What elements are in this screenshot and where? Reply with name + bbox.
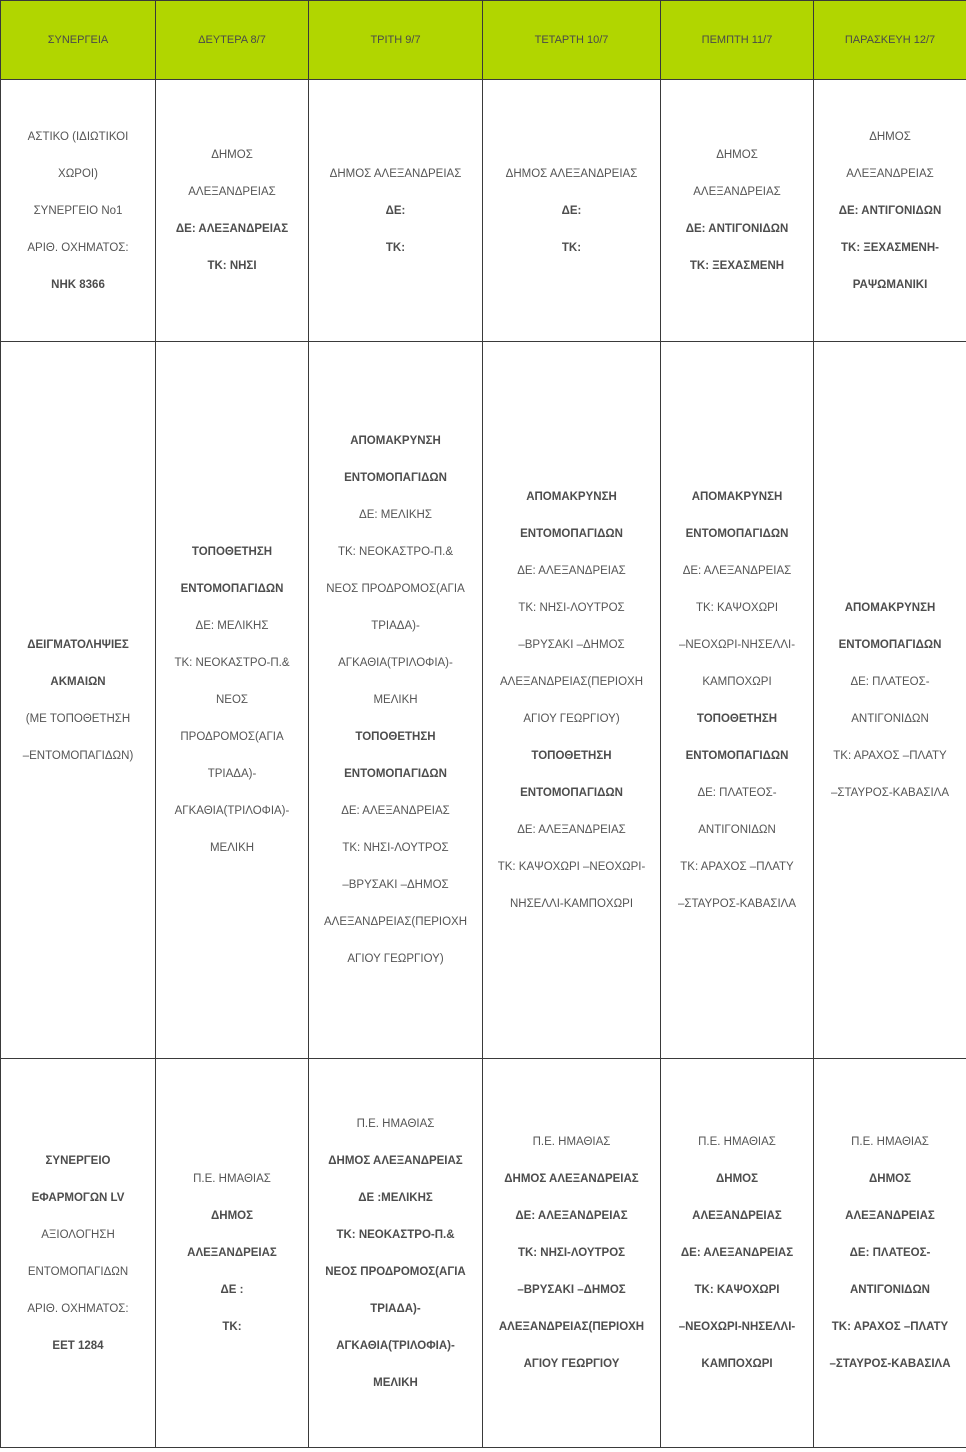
cell-line: ΔΗΜΟΣ ΑΛΕΞΑΝΔΡΕΙΑΣ [505, 167, 638, 180]
cell-line: ΔΕ: ΑΛΕΞΑΝΔΡΕΙΑΣ [517, 564, 626, 577]
cell-line: ΔΕ: ΑΛΕΞΑΝΔΡΕΙΑΣ [341, 805, 450, 817]
cell-line: ΑΓΙΟΥ ΓΕΩΡΓΙΟΥ) [523, 712, 620, 725]
cell-line: ΔΕΙΓΜΑΤΟΛΗΨΙΕΣ [27, 638, 129, 651]
cell-line: ΑΚΜΑΙΩΝ [50, 675, 106, 688]
cell-line: ΔΕ: ΜΕΛΙΚΗΣ [359, 509, 432, 521]
cell-line: ΔΗΜΟΣ [716, 1173, 758, 1185]
cell-line: –ΝΕΟΧΩΡΙ-ΝΗΣΕΛΛΙ- [678, 1321, 796, 1333]
cell-line: ΕΝΤΟΜΟΠΑΓΙΔΩΝ [520, 786, 623, 799]
cell-line: ΑΛΕΞΑΝΔΡΕΙΑΣ(ΠΕΡΙΟΧΗ [498, 1321, 645, 1333]
cell-line: Π.Ε. ΗΜΑΘΙΑΣ [356, 1117, 435, 1130]
cell-line: ΤΟΠΟΘΕΤΗΣΗ [531, 749, 612, 762]
cell-line: ΑΣΤΙΚΟ (ΙΔΙΩΤΙΚΟΙ [27, 130, 129, 143]
cell-line: ΔΗΜΟΣ ΑΛΕΞΑΝΔΡΕΙΑΣ [328, 1154, 463, 1167]
cell-line: ΝΕΟΣ [215, 694, 249, 706]
cell-friday [814, 80, 966, 342]
cell-line: ΕΝΤΟΜΟΠΑΓΙΔΩΝ [27, 1265, 129, 1278]
cell-line: Π.Ε. ΗΜΑΘΙΑΣ [193, 1173, 271, 1185]
cell-line: ΔΕ: [385, 204, 406, 217]
cell-line: ΑΞΙΟΛΟΓΗΣΗ [41, 1228, 115, 1241]
table-row [1, 1059, 966, 1448]
cell-line: ΔΕ: ΑΛΕΞΑΝΔΡΕΙΑΣ [515, 1210, 628, 1222]
cell-line: –ΒΡΥΣΑΚΙ –ΔΗΜΟΣ [517, 1284, 626, 1296]
cell-line: ΜΕΛΙΚΗ [373, 694, 418, 706]
cell-line: ΜΕΛΙΚΗ [373, 1376, 418, 1389]
cell-line: ΔΗΜΟΣ [869, 1173, 911, 1185]
cell-thursday [661, 342, 814, 1059]
cell-line: ΝΕΟΣ ΠΡΟΔΡΟΜΟΣ(ΑΓΙΑ [326, 583, 465, 595]
cell-team [1, 342, 156, 1059]
cell-line: ΔΕ :ΜΕΛΙΚΗΣ [358, 1191, 433, 1204]
cell-line: ΕΕΤ 1284 [52, 1339, 104, 1352]
cell-tuesday [309, 1059, 483, 1448]
cell-line: ΜΕΛΙΚΗ [209, 842, 255, 854]
cell-line: ΧΩΡΟΙ) [58, 167, 98, 180]
table-row [1, 342, 966, 1059]
cell-monday [156, 342, 309, 1059]
cell-line: ΔΗΜΟΣ [211, 1210, 253, 1222]
cell-line: ΡΑΨΩΜΑΝΙΚΙ [852, 278, 928, 291]
cell-line: ΤΚ: ΝΗΣΙ-ΛΟΥΤΡΟΣ [517, 1247, 626, 1259]
cell-line: –ΒΡΥΣΑΚΙ –ΔΗΜΟΣ [518, 638, 625, 651]
cell-line: ΤΚ: ΝΕΟΚΑΣΤΡΟ-Π.& [336, 1228, 455, 1241]
cell-line: ΔΕ: [561, 204, 582, 217]
cell-line: ΤΚ: ΞΕΧΑΣΜΕΝΗ- [841, 241, 939, 254]
cell-line: ΤΡΙΑΔΑ)- [371, 620, 420, 632]
cell-line: ΠΡΟΔΡΟΜΟΣ(ΑΓΙΑ [180, 731, 284, 743]
cell-line: ΔΕ: ΑΝΤΙΓΟΝΙΔΩΝ [838, 204, 942, 217]
cell-wednesday [483, 1059, 661, 1448]
cell-line: ΕΝΤΟΜΟΠΑΓΙΔΩΝ [838, 638, 942, 651]
cell-line: ΔΕ: ΑΛΕΞΑΝΔΡΕΙΑΣ [175, 223, 289, 235]
cell-line: ΝΕΟΣ ΠΡΟΔΡΟΜΟΣ(ΑΓΙΑ [325, 1265, 466, 1278]
cell-line: ΔΕ: ΑΛΕΞΑΝΔΡΕΙΑΣ [517, 823, 626, 836]
cell-line: ΤΟΠΟΘΕΤΗΣΗ [191, 546, 273, 558]
cell-line: ΑΛΕΞΑΝΔΡΕΙΑΣ(ΠΕΡΙΟΧΗ [499, 675, 644, 688]
cell-line: ΑΛΕΞΑΝΔΡΕΙΑΣ [692, 1210, 782, 1222]
header-row [1, 1, 966, 80]
cell-line: Π.Ε. ΗΜΑΘΙΑΣ [698, 1136, 776, 1148]
cell-line: ΝΗΚ 8366 [51, 278, 105, 291]
cell-line: ΑΡΙΘ. ΟΧΗΜΑΤΟΣ: [27, 1302, 129, 1315]
cell-line: ΤΚ: ΚΑΨΟΧΩΡΙ [694, 1284, 780, 1296]
cell-thursday [661, 1059, 814, 1448]
cell-line: ΤΚ: ΝΕΟΚΑΣΤΡΟ-Π.& [174, 657, 290, 669]
cell-line: ΑΛΕΞΑΝΔΡΕΙΑΣ [187, 1247, 277, 1259]
cell-line: ΣΥΝΕΡΓΕΙΟ [45, 1154, 111, 1167]
cell-line: ΔΕ : [220, 1284, 244, 1296]
cell-line: ΑΡΙΘ. ΟΧΗΜΑΤΟΣ: [27, 241, 129, 254]
cell-line: ΤΚ: ΑΡΑΧΟΣ –ΠΛΑΤΥ [831, 1321, 949, 1333]
cell-thursday [661, 80, 814, 342]
cell-line: ΤΚ: ΚΑΨΟΧΩΡΙ –ΝΕΟΧΩΡΙ- [497, 860, 646, 873]
cell-line: (ΜΕ ΤΟΠΟΘΕΤΗΣΗ [25, 712, 131, 725]
cell-line: Π.Ε. ΗΜΑΘΙΑΣ [532, 1136, 611, 1148]
cell-line: ΑΝΤΙΓΟΝΙΔΩΝ [850, 1284, 930, 1296]
cell-line: ΤΚ: ΚΑΨΟΧΩΡΙ [695, 601, 779, 614]
header-friday: ΠΑΡΑΣΚΕΥΗ 12/7 [814, 1, 966, 80]
cell-line: –ΝΕΟΧΩΡΙ-ΝΗΣΕΛΛΙ- [678, 638, 796, 651]
cell-line: –ΒΡΥΣΑΚΙ –ΔΗΜΟΣ [342, 879, 449, 891]
cell-line: ΤΚ: ΞΕΧΑΣΜΕΝΗ [689, 260, 785, 272]
cell-line: ΑΓΚΑΘΙΑ(ΤΡΙΛΟΦΙΑ)- [336, 1339, 455, 1352]
cell-line: ΤΡΙΑΔΑ)- [207, 768, 257, 780]
cell-line: ΤΟΠΟΘΕΤΗΣΗ [696, 712, 778, 725]
cell-monday [156, 80, 309, 342]
header-wednesday: ΤΕΤΑΡΤΗ 10/7 [483, 1, 661, 80]
cell-line: ΤΚ: ΝΗΣΙ-ΛΟΥΤΡΟΣ [342, 842, 449, 854]
cell-line: ΑΛΕΞΑΝΔΡΕΙΑΣ(ΠΕΡΙΟΧΗ [323, 916, 468, 928]
table-row [1, 80, 966, 342]
cell-line: ΔΕ: ΑΛΕΞΑΝΔΡΕΙΑΣ [680, 1247, 794, 1259]
cell-friday [814, 342, 966, 1059]
cell-line: ΤΚ: ΑΡΑΧΟΣ –ΠΛΑΤΥ [680, 860, 794, 873]
cell-line: ΤΚ: ΝΗΣΙ [207, 260, 257, 272]
header-thursday: ΠΕΜΠΤΗ 11/7 [661, 1, 814, 80]
cell-line: ΤΚ: [222, 1321, 242, 1333]
cell-line: –ΣΤΑΥΡΟΣ-ΚΑΒΑΣΙΛΑ [830, 786, 950, 799]
cell-line: ΚΑΜΠΟΧΩΡΙ [701, 1358, 773, 1370]
cell-line: ΔΕ: ΠΛΑΤΕΟΣ- [850, 675, 930, 688]
cell-tuesday [309, 80, 483, 342]
cell-line: ΤΚ: ΑΡΑΧΟΣ –ΠΛΑΤΥ [833, 749, 947, 762]
cell-team [1, 1059, 156, 1448]
cell-line: ΑΠΟΜΑΚΡΥΝΣΗ [350, 435, 441, 447]
cell-line: ΑΠΟΜΑΚΡΥΝΣΗ [526, 490, 617, 503]
header-monday: ΔΕΥΤΕΡΑ 8/7 [156, 1, 309, 80]
cell-line: ΑΓΙΟΥ ΓΕΩΡΓΙΟΥ [523, 1358, 620, 1370]
cell-line: ΑΠΟΜΑΚΡΥΝΣΗ [844, 601, 936, 614]
cell-line: ΕΝΤΟΜΟΠΑΓΙΔΩΝ [344, 768, 447, 780]
cell-line: ΕΦΑΡΜΟΓΩΝ LV [31, 1191, 125, 1204]
cell-line: ΑΓΚΑΘΙΑ(ΤΡΙΛΟΦΙΑ)- [338, 657, 453, 669]
cell-line: ΕΝΤΟΜΟΠΑΓΙΔΩΝ [344, 472, 447, 484]
cell-line: ΚΑΜΠΟΧΩΡΙ [702, 675, 772, 688]
cell-line: ΑΓΙΟΥ ΓΕΩΡΓΙΟΥ) [347, 953, 444, 965]
cell-line: ΝΗΣΕΛΛΙ-ΚΑΜΠΟΧΩΡΙ [509, 897, 634, 910]
cell-line: ΤΚ: ΝΕΟΚΑΣΤΡΟ-Π.& [337, 546, 454, 558]
cell-line: ΔΕ: ΜΕΛΙΚΗΣ [195, 620, 269, 632]
cell-line: ΔΕ: ΠΛΑΤΕΟΣ- [849, 1247, 931, 1259]
cell-line: –ΕΝΤΟΜΟΠΑΓΙΔΩΝ) [22, 749, 134, 762]
cell-line: ΑΝΤΙΓΟΝΙΔΩΝ [851, 712, 929, 725]
cell-line: ΑΠΟΜΑΚΡΥΝΣΗ [691, 490, 783, 503]
cell-line: ΔΕ: ΠΛΑΤΕΟΣ- [697, 786, 777, 799]
cell-line: ΕΝΤΟΜΟΠΑΓΙΔΩΝ [520, 527, 623, 540]
cell-line: ΔΗΜΟΣ [869, 130, 911, 143]
cell-line: ΤΚ: [561, 241, 582, 254]
schedule-body [1, 80, 966, 1448]
cell-monday [156, 1059, 309, 1448]
cell-line: ΔΕ: ΑΝΤΙΓΟΝΙΔΩΝ [685, 223, 789, 235]
cell-line: ΔΕ: ΑΛΕΞΑΝΔΡΕΙΑΣ [682, 564, 792, 577]
cell-line: ΑΓΚΑΘΙΑ(ΤΡΙΛΟΦΙΑ)- [174, 805, 290, 817]
cell-line: ΕΝΤΟΜΟΠΑΓΙΔΩΝ [685, 749, 789, 762]
cell-line: ΤΡΙΑΔΑ)- [370, 1302, 421, 1315]
cell-line: ΑΛΕΞΑΝΔΡΕΙΑΣ [845, 1210, 935, 1222]
cell-wednesday [483, 342, 661, 1059]
cell-line: ΑΝΤΙΓΟΝΙΔΩΝ [698, 823, 776, 836]
cell-line: ΤΟΠΟΘΕΤΗΣΗ [355, 731, 436, 743]
header-teams: ΣΥΝΕΡΓΕΙΑ [1, 1, 156, 80]
cell-line: –ΣΤΑΥΡΟΣ-ΚΑΒΑΣΙΛΑ [829, 1358, 951, 1370]
cell-team [1, 80, 156, 342]
cell-line: ΔΗΜΟΣ [211, 149, 253, 161]
header-tuesday: ΤΡΙΤΗ 9/7 [309, 1, 483, 80]
cell-line: ΑΛΕΞΑΝΔΡΕΙΑΣ [188, 186, 276, 198]
cell-tuesday [309, 342, 483, 1059]
cell-line: ΕΝΤΟΜΟΠΑΓΙΔΩΝ [685, 527, 789, 540]
cell-line: ΑΛΕΞΑΝΔΡΕΙΑΣ [846, 167, 934, 180]
cell-line: Π.Ε. ΗΜΑΘΙΑΣ [851, 1136, 929, 1148]
cell-line: –ΣΤΑΥΡΟΣ-ΚΑΒΑΣΙΛΑ [677, 897, 797, 910]
cell-friday [814, 1059, 966, 1448]
cell-line: ΤΚ: ΝΗΣΙ-ΛΟΥΤΡΟΣ [518, 601, 625, 614]
cell-line: ΕΝΤΟΜΟΠΑΓΙΔΩΝ [180, 583, 284, 595]
cell-line: ΣΥΝΕΡΓΕΙΟ No1 [33, 204, 123, 217]
cell-line: ΔΗΜΟΣ ΑΛΕΞΑΝΔΡΕΙΑΣ [504, 1173, 639, 1185]
cell-line: ΑΛΕΞΑΝΔΡΕΙΑΣ [693, 186, 781, 198]
cell-line: ΔΗΜΟΣ ΑΛΕΞΑΝΔΡΕΙΑΣ [329, 167, 462, 180]
cell-wednesday [483, 80, 661, 342]
cell-line: ΔΗΜΟΣ [716, 149, 758, 161]
cell-line: ΤΚ: [385, 241, 406, 254]
